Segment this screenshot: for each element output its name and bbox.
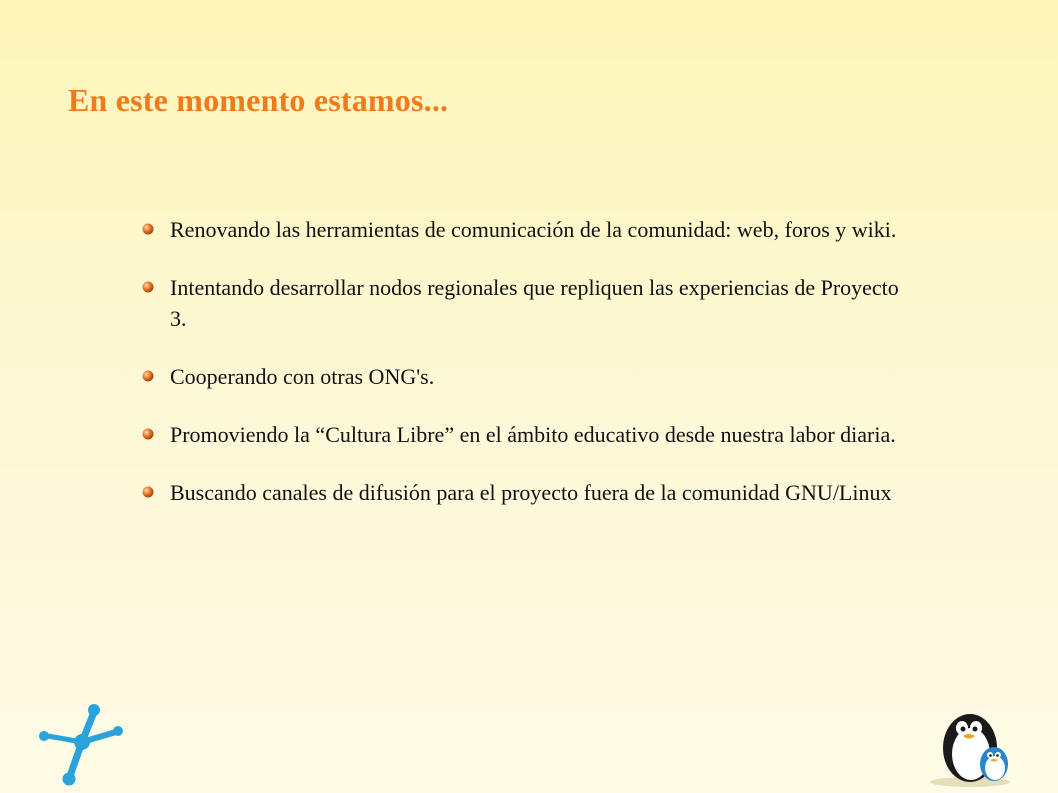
bullet-text: Buscando canales de difusión para el proyecto fuera de la comunidad GNU/Linux — [170, 480, 892, 505]
slide-title: En este momento estamos... — [68, 82, 449, 118]
bullet-text: Promoviendo la “Cultura Libre” en el ámbito educativo desde nuestra labor diaria. — [170, 422, 896, 447]
bullet-item — [140, 361, 900, 392]
bullet-list — [140, 214, 900, 535]
orange-sphere-bullet-icon — [142, 370, 154, 382]
bullet-text: Intentando desarrollar nodos regionales que repliquen las experiencias de Proyecto 3. — [170, 275, 899, 331]
orange-sphere-bullet-icon — [142, 428, 154, 440]
bullet-text: Cooperando con otras ONG's. — [170, 364, 435, 389]
orange-sphere-bullet-icon — [142, 281, 154, 293]
orange-sphere-bullet-icon — [142, 486, 154, 498]
tux-penguins-icon — [926, 708, 1016, 788]
blue-star-logo-icon — [32, 700, 128, 788]
bullet-item — [140, 214, 900, 245]
bullet-text: Renovando las herramientas de comunicación de la comunidad: web, foros y wiki. — [170, 217, 897, 242]
orange-sphere-bullet-icon — [142, 223, 154, 235]
bullet-item — [140, 419, 900, 450]
bullet-item — [140, 272, 900, 334]
bullet-item — [140, 477, 900, 508]
